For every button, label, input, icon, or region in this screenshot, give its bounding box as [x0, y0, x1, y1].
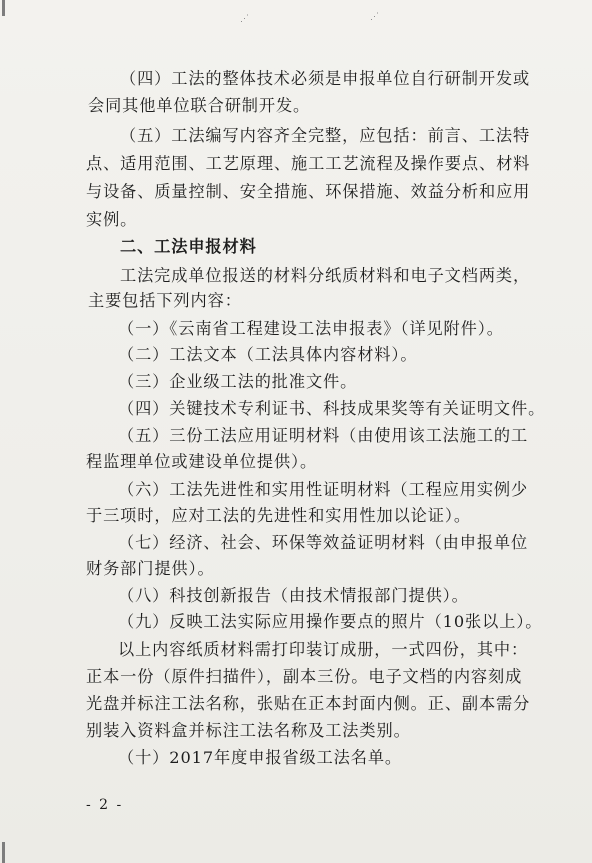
- page-number: - 2 -: [86, 797, 124, 813]
- text-line: 与设备、质量控制、安全措施、环保措施、效益分析和应用: [86, 182, 531, 201]
- scan-edge-mark-top: [2, 0, 5, 16]
- text-line: 以上内容纸质材料需打印装订成册，一式四份，其中：: [118, 640, 529, 659]
- list-item: （十）2017年度申报省级工法名单。: [118, 748, 403, 767]
- list-item: （八）科技创新报告（由技术情报部门提供）。: [118, 586, 469, 605]
- text-line: 会同其他单位联合研制开发。: [88, 96, 311, 115]
- list-item: （五）三份工法应用证明材料（由使用该工法施工的工: [118, 426, 529, 445]
- section-heading: 二、工法申报材料: [120, 237, 257, 256]
- list-item: （九）反映工法实际应用操作要点的照片（10张以上）。: [118, 612, 543, 631]
- text-line: 点、适用范围、工艺原理、施工工艺流程及操作要点、材料: [86, 154, 531, 173]
- list-item: （六）工法先进性和实用性证明材料（工程应用实例少: [118, 480, 529, 499]
- text-line: 程监理单位或建设单位提供）。: [86, 452, 318, 471]
- text-line: 别装入资料盒并标注工法名称及工法类别。: [86, 721, 411, 740]
- text-line: （五）工法编写内容齐全完整，应包括：前言、工法特: [120, 126, 531, 145]
- text-line: 工法完成单位报送的材料分纸质材料和电子文档两类，: [120, 266, 531, 285]
- text-line: 财务部门提供）。: [86, 559, 215, 578]
- list-item: （七）经济、社会、环保等效益证明材料（由申报单位: [118, 533, 529, 552]
- text-line: 主要包括下列内容：: [88, 291, 242, 310]
- text-line: 光盘并标注工法名称，张贴在正本封面内侧。正、副本需分: [86, 694, 531, 713]
- text-line: （四）工法的整体技术必须是申报单位自行研制开发或: [120, 69, 531, 88]
- text-line: 正本一份（原件扫描件），副本三份。电子文档的内容刻成: [86, 667, 523, 686]
- list-item: （三）企业级工法的批准文件。: [118, 372, 358, 391]
- list-item: （四）关键技术专利证书、科技成果奖等有关证明文件。: [118, 399, 546, 418]
- scan-speck: ⋰: [370, 12, 379, 22]
- text-line: 实例。: [86, 210, 138, 229]
- list-item: （一）《云南省工程建设工法申报表》（详见附件）。: [118, 319, 504, 338]
- list-item: （二）工法文本（工法具体内容材料）。: [118, 345, 418, 364]
- scan-speck: ⋰: [240, 14, 249, 24]
- text-line: 于三项时，应对工法的先进性和实用性加以论证）。: [86, 506, 471, 525]
- scan-edge-mark-bottom: [2, 842, 5, 863]
